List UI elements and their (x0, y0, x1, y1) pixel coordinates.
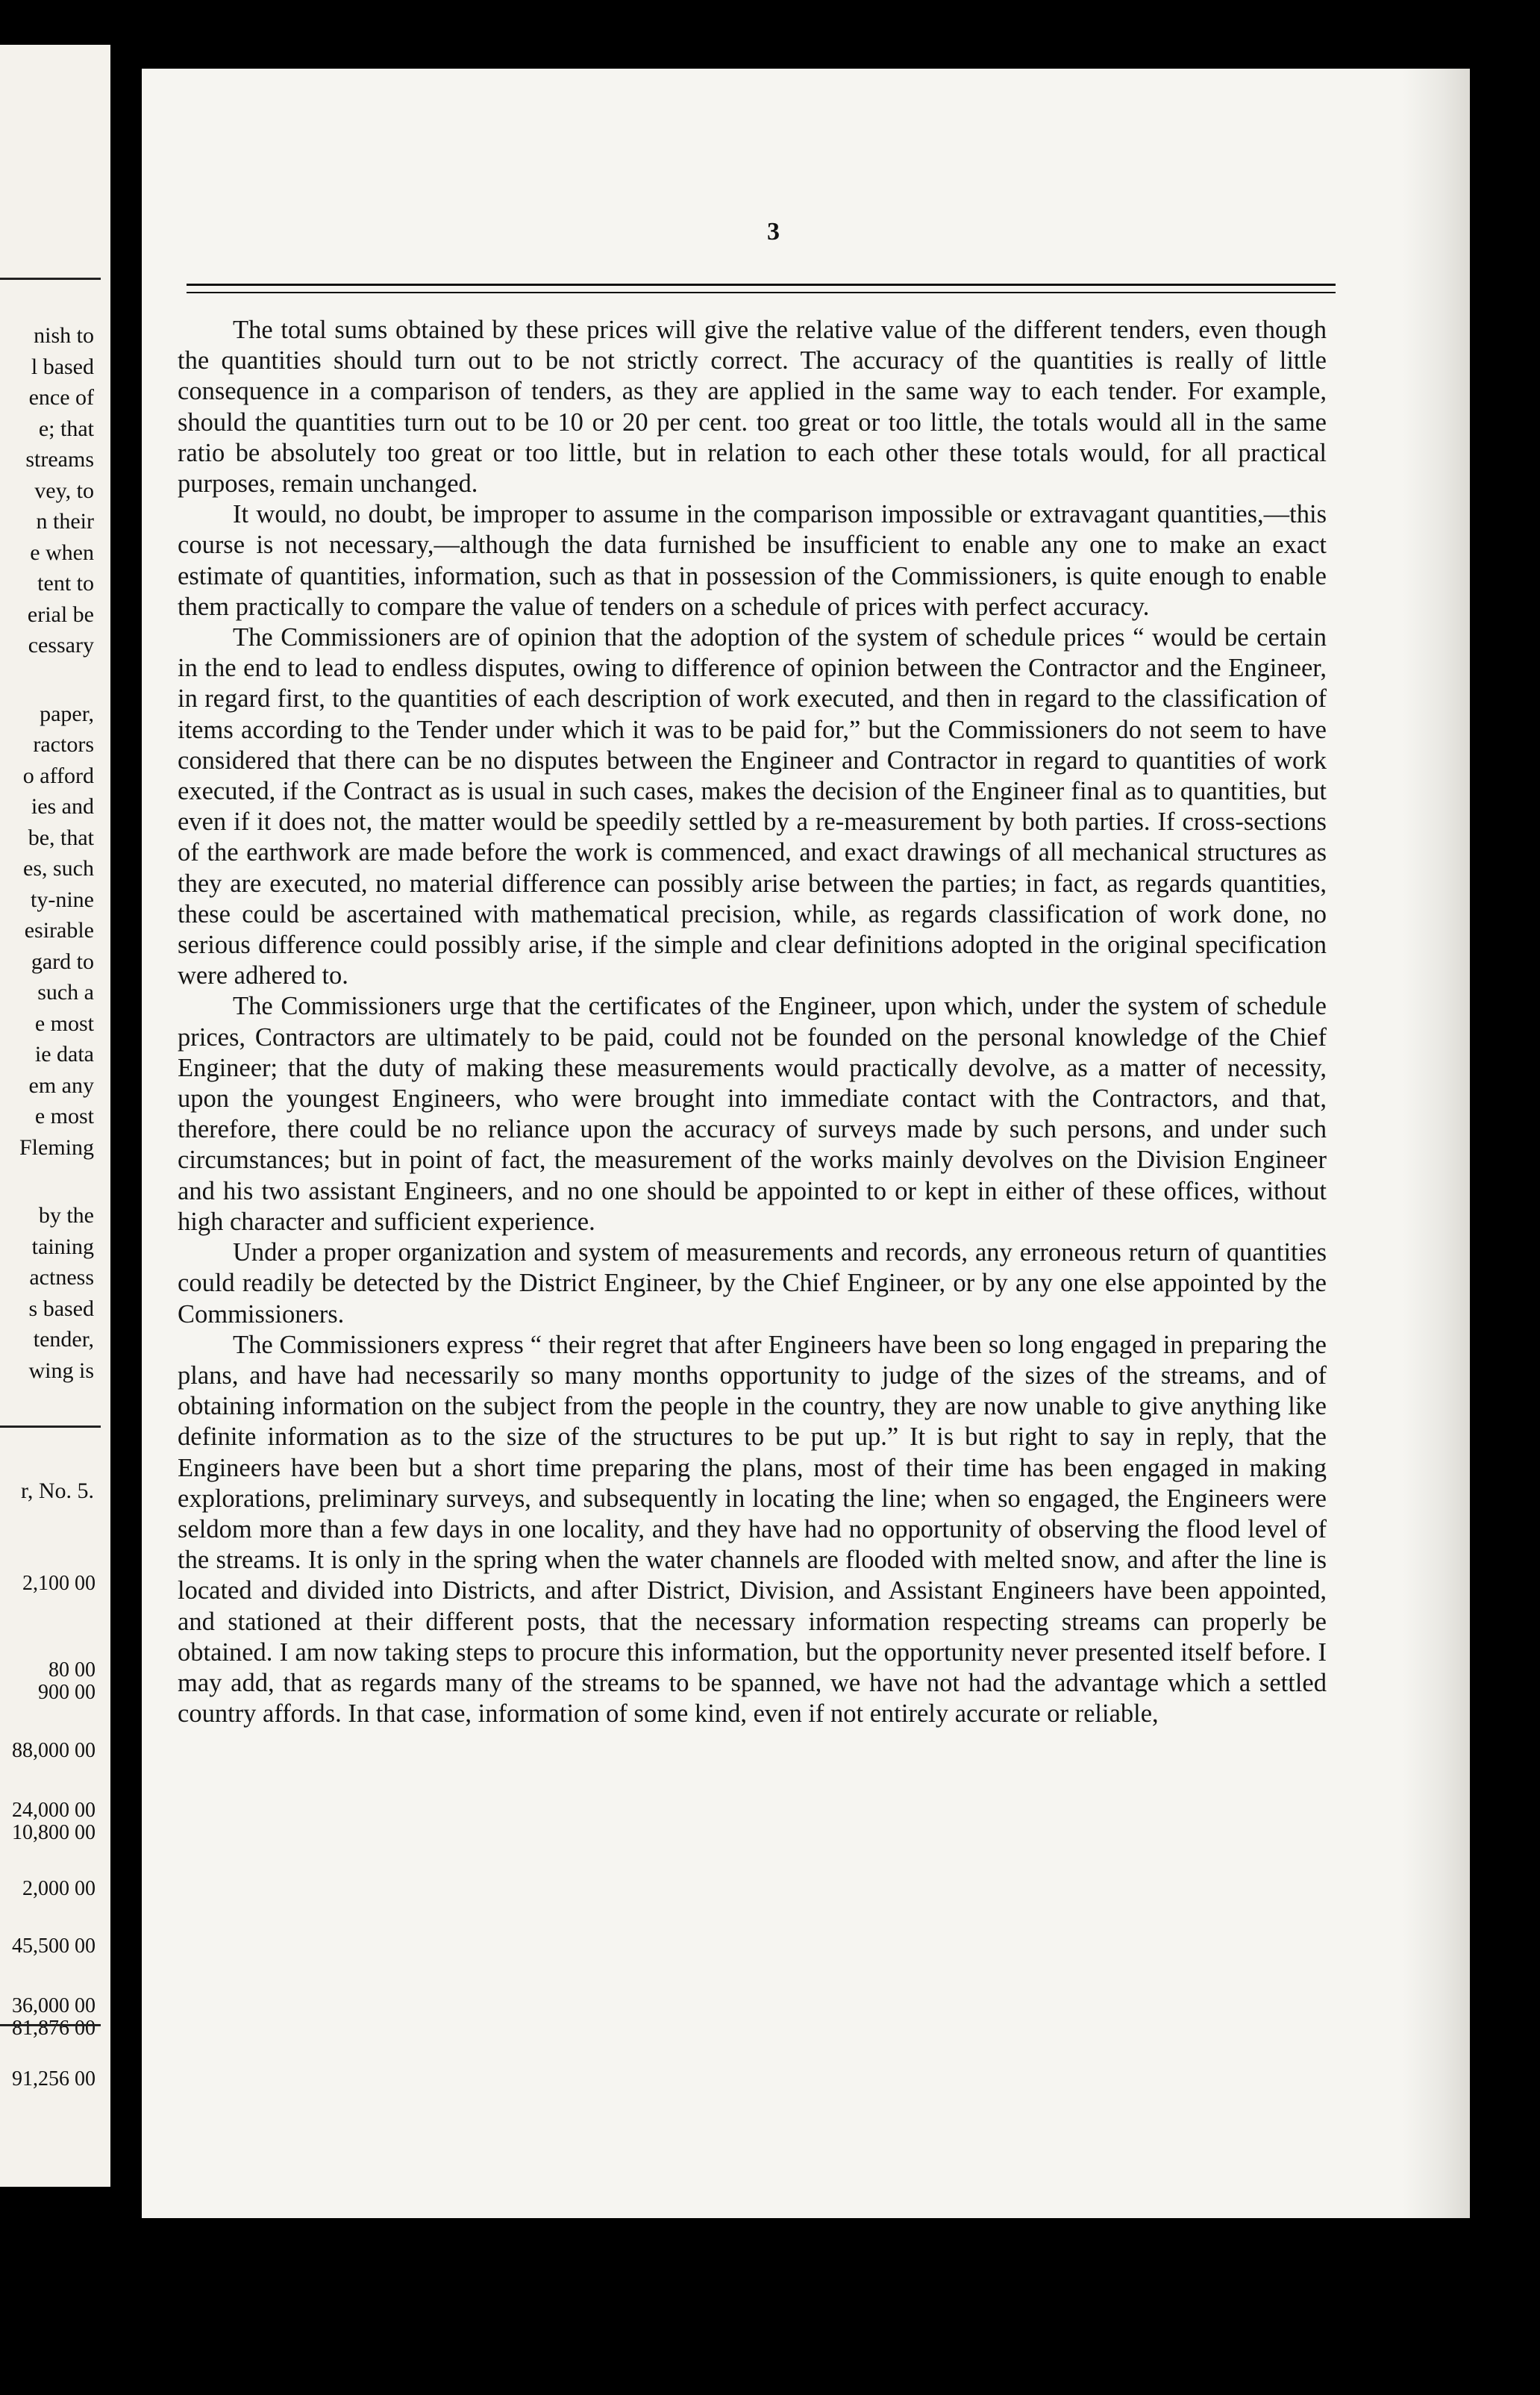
left-page-line: Fleming (19, 1134, 94, 1160)
left-page-line: ie data (34, 1042, 94, 1067)
left-page-line: l based (31, 354, 94, 379)
left-page-amount: 45,500 00 (12, 1935, 96, 1958)
left-facing-page (0, 45, 110, 2187)
left-page-line: s based (28, 1296, 94, 1321)
left-page-amount: 2,000 00 (22, 1877, 96, 1900)
left-page-line: em any (28, 1072, 94, 1098)
left-page-line: o afford (22, 763, 94, 788)
paragraph: The Commissioners are of opinion that the adoption of the system of schedule prices “ would be certain in the end to lead to endless disputes, owing to difference of opinion between the Contractor and the Engineer, in regard first, to the quantities of each description of work executed, and then in regard to the classification of items according to the Tender under which it was to be paid for,” but the Commissioners do not seem to have considered that there can be no disputes between the Engineer and Contractor in regard to quantities of work executed, if the Contract as is usual in such cases, makes the decision of the Engineer final as to quantities, but even if it does not, the matter would be speedily settled by a re-measurement by both parties. If cross-sections of the earthwork are made before the work is commenced, and exact drawings of all mechanical structures as they are executed, no material difference can possibly arise between the parties; in fact, as regards quantities, these could be ascertained with mathematical precision, while, as regards classification of work done, no serious difference could possibly arise, if the simple and clear definitions adopted in the original specification were adhered to. (178, 623, 1327, 990)
left-page-amount: 88,000 00 (12, 1739, 96, 1762)
left-page-amount: 2,100 00 (22, 1572, 96, 1595)
left-page-amount: 10,800 00 (12, 1821, 96, 1844)
left-page-line: by the (38, 1203, 94, 1228)
left-page-line: cessary (28, 633, 94, 658)
left-page-amount: 91,256 00 (12, 2067, 96, 2090)
left-page-line: esirable (24, 918, 94, 943)
page-edge-shadow (1403, 69, 1470, 2218)
paragraph: The Commissioners urge that the certificates of the Engineer, upon which, under the system of schedule prices, Contractors are ultimately to be paid, could not be founded on the personal knowledge of the Chief Engineer; that the duty of making these measurements would practically devolve, as a matter of necessity, upon the youngest Engineers, who were brought into immediate contact with the Contractors, and that, therefore, there could be no reliance upon the accuracy of surveys made by such persons, and under such circumstances; but in point of fact, the measurement of the works mainly devolves on the Division Engineer and his two assistant Engineers, and no one should be appointed to or kept in either of these offices, without high character and sufficient experience. (178, 992, 1327, 1236)
left-page-line: streams (25, 447, 94, 472)
page-number: 3 (767, 218, 780, 246)
left-page-line: ence of (28, 385, 94, 410)
body-text (178, 315, 1327, 1729)
paragraph: The total sums obtained by these prices will give the relative value of the different tenders, even though the quantities should turn out to be not strictly correct. The accuracy of the quantities is really of little consequence in a comparison of tenders, as they are applied in the same way to each tender. For example, should the quantities turn out to be 10 or 20 per cent. too great or too little, the totals would all in the same ratio be absolutely too great or too little, but in relation to each other these totals would, for all practical purposes, remain unchanged. (178, 316, 1327, 499)
left-page-line: es, such (23, 856, 94, 881)
left-page-line: actness (29, 1265, 94, 1290)
left-page-line: e most (34, 1104, 94, 1128)
left-page-line: e when (30, 540, 94, 565)
left-page-rule (0, 2024, 101, 2026)
left-page-line: ty-nine (31, 887, 94, 912)
paragraph: Under a proper organization and system of measurements and records, any erroneous return of quantities could readily be detected by the District Engineer, by the Chief Engineer, or by any one else appointed by the Commissioners. (178, 1238, 1327, 1328)
paragraph: The Commissioners express “ their regret that after Engineers have been so long engaged in preparing the plans, and have had necessarily so many months opportunity to judge of the sizes of the streams, and of obtaining information on the subject from the people in the country, they are now unable to give anything like definite information as to the size of the structures to be put up.” It is but right to say in reply, that the Engineers have been but a short time preparing the plans, most of their time has been engaged in making explorations, preliminary surveys, and subsequently in locating the line; when so engaged, the Engineers were seldom more than a few days in one locality, and they have had no opportunity of observing the flood level of the streams. It is only in the spring when the water channels are flooded with melted snow, and after the line is located and divided into Districts, and after District, Division, and Assistant Engineers have been appointed, and stationed at their different posts, that the necessary information respecting streams can properly be obtained. I am now taking steps to procure this information, but the opportunity never presented itself before. I may add, that as regards many of the streams to be spanned, we have not had the advantage which a settled country affords. In that case, information of some kind, even if not entirely accurate or reliable, (178, 1330, 1327, 1729)
left-page-line: tender, (33, 1327, 94, 1352)
left-page-line: tent to (37, 571, 94, 596)
left-page-line: ies and (31, 794, 94, 819)
paragraph: It would, no doubt, be improper to assume in the comparison impossible or extravagant quantities,—this course is not necessary,—although the data furnished be insufficient to enable any one to make an exact estimate of quantities, information, such as that in possession of the Commissioners, is quite enough to enable them practically to compare the value of tenders on a schedule of prices with perfect accuracy. (178, 500, 1327, 621)
left-page-line: ractors (33, 732, 94, 757)
left-page-line: paper, (40, 701, 94, 726)
left-page-line: n their (36, 509, 94, 534)
left-page-line: erial be (27, 602, 94, 627)
left-page-amount: 900 00 (38, 1681, 96, 1704)
left-page-line: e most (34, 1011, 94, 1036)
left-page-heading: r, No. 5. (21, 1478, 94, 1503)
document-page (142, 69, 1470, 2218)
left-page-line: e; that (38, 416, 94, 441)
left-page-rule (0, 278, 101, 280)
left-page-line: gard to (31, 949, 94, 974)
left-page-line: vey, to (34, 478, 94, 503)
left-page-amount: 36,000 00 (12, 1994, 96, 2017)
left-page-amount: 81,876 00 (12, 2017, 96, 2040)
left-page-rule (0, 1426, 101, 1428)
left-page-amount: 24,000 00 (12, 1799, 96, 1822)
left-page-amount: 80 00 (48, 1658, 96, 1682)
left-page-line: nish to (34, 323, 94, 348)
left-page-line: taining (31, 1234, 94, 1259)
header-double-rule (187, 284, 1336, 293)
left-page-line: wing is (28, 1358, 94, 1383)
left-page-line: such a (37, 980, 94, 1005)
left-page-line: be, that (28, 825, 94, 850)
